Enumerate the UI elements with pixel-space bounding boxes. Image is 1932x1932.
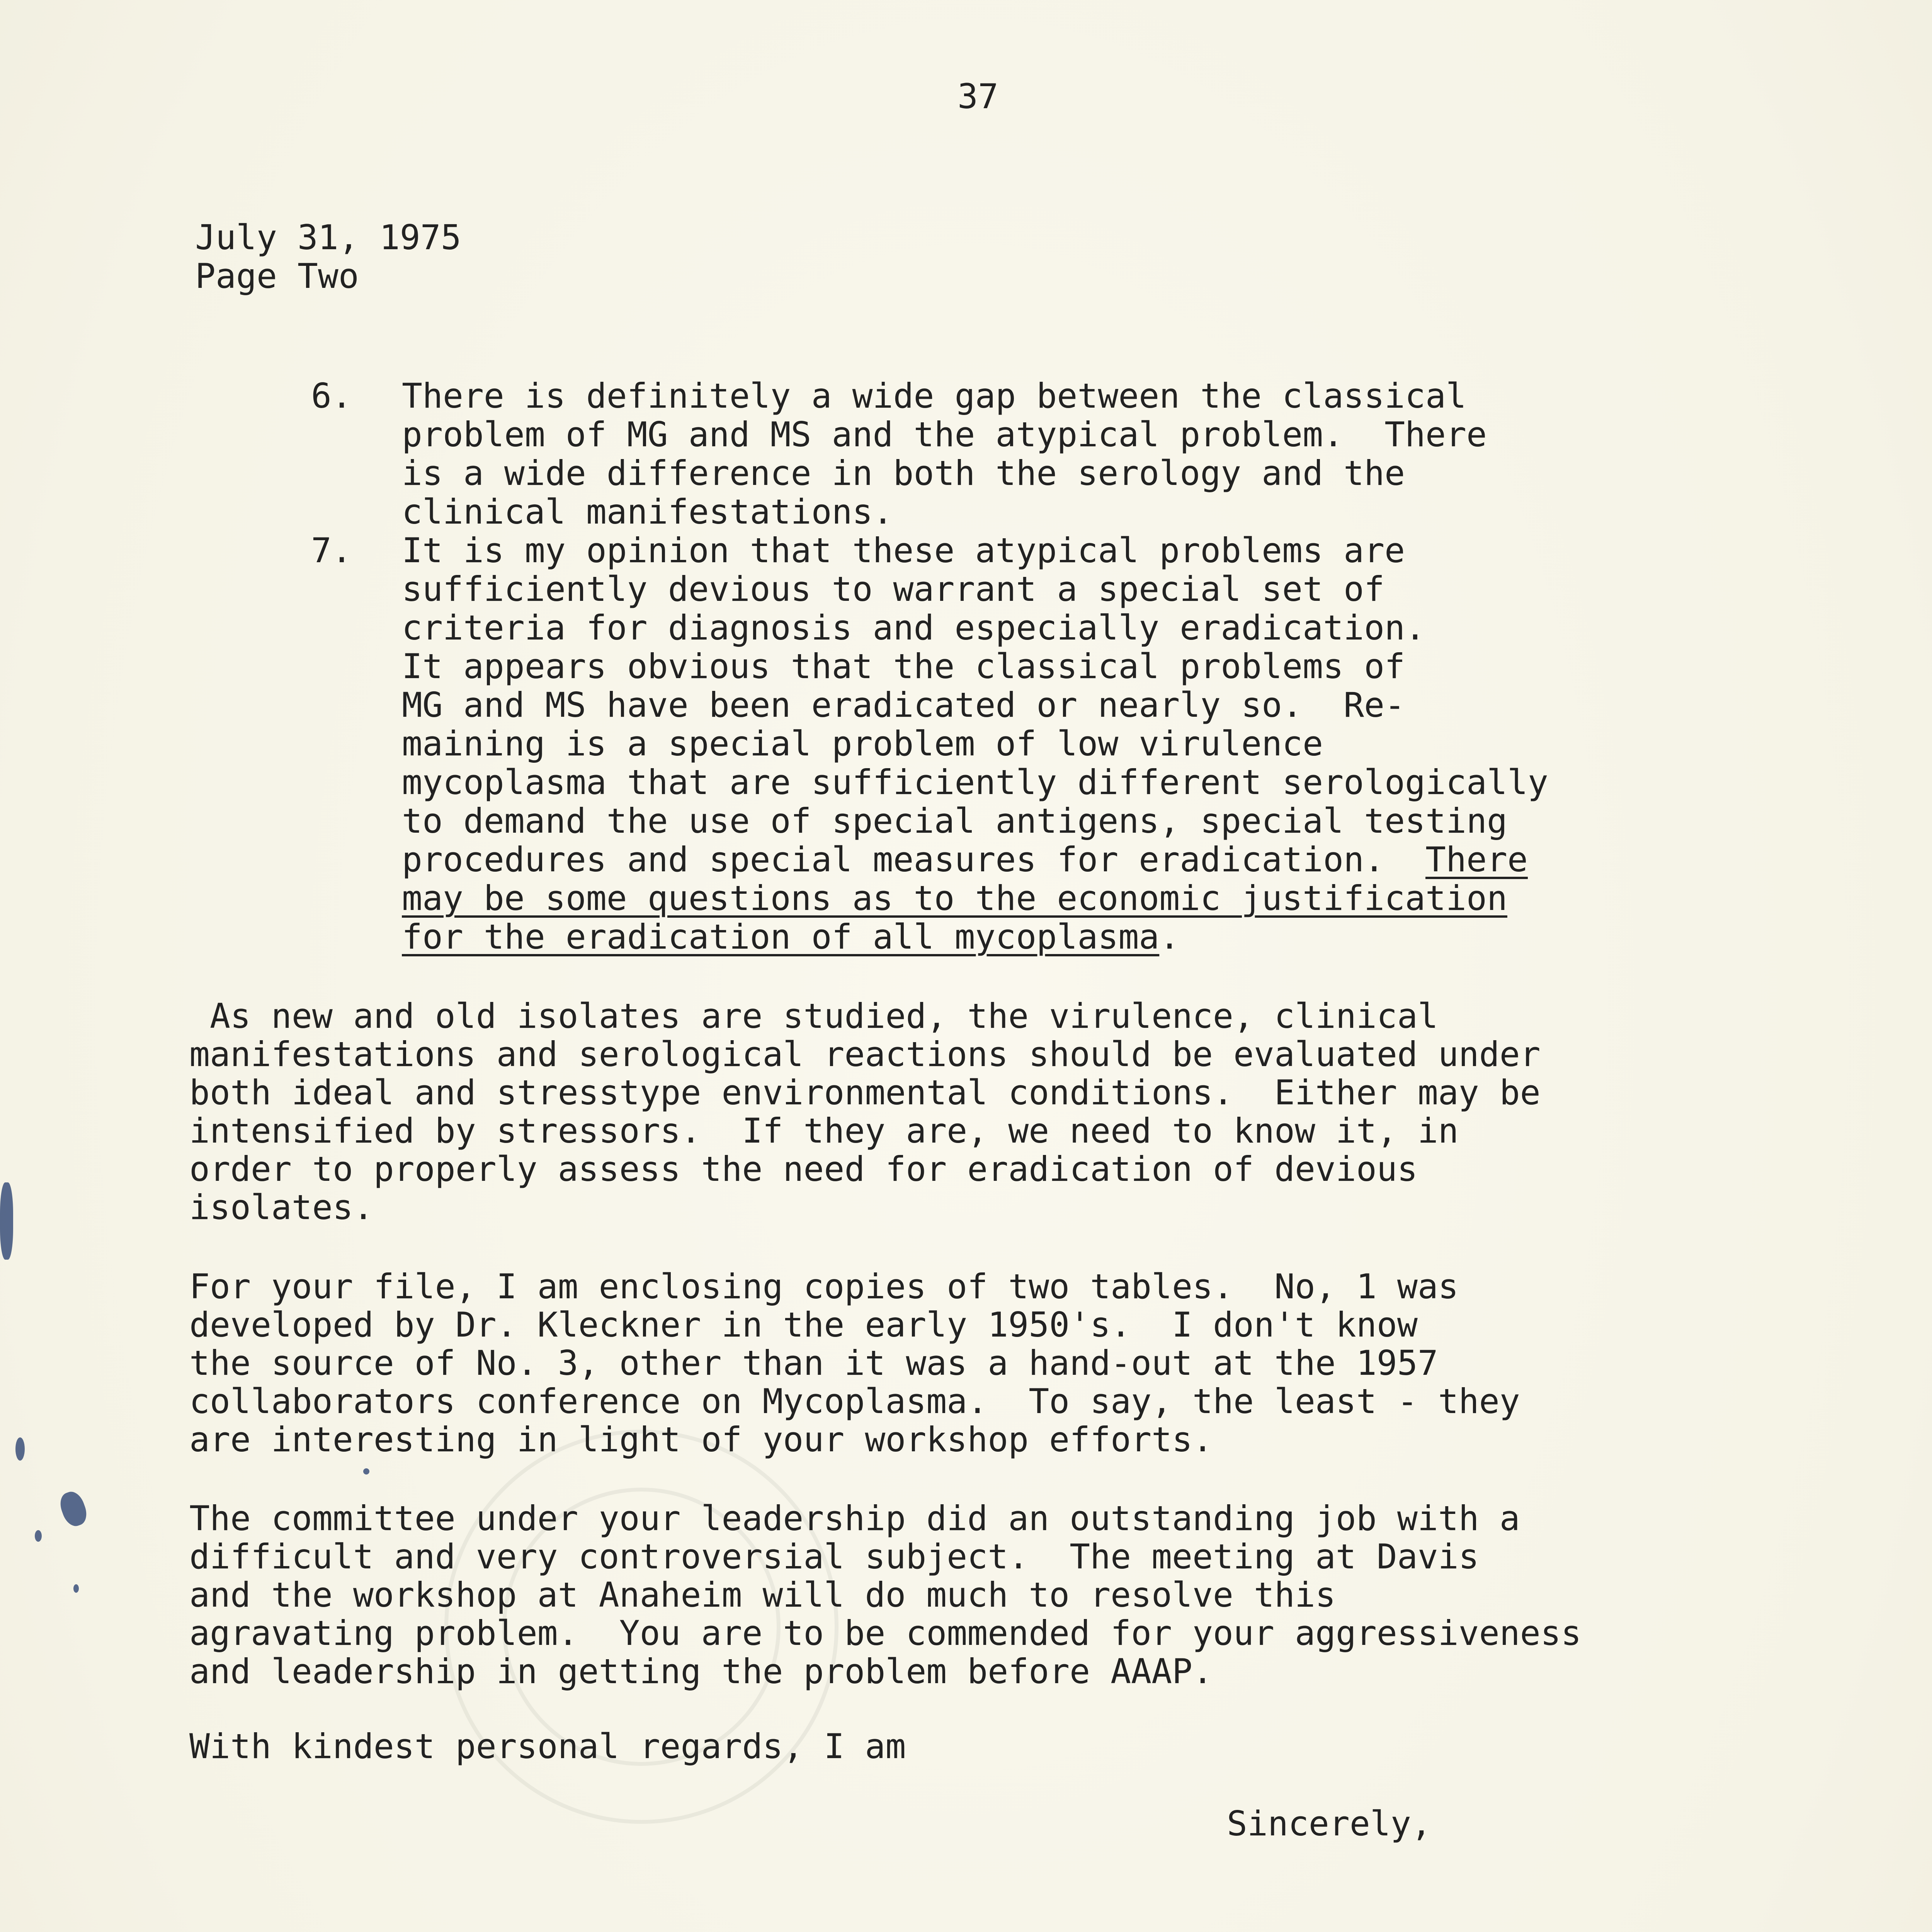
item-line: criteria for diagnosis and especially eradication.	[402, 608, 1426, 648]
item-line-final	[402, 918, 1548, 956]
item-line-with-underline-start	[402, 840, 1548, 879]
ink-blot	[35, 1530, 42, 1542]
item-line: problem of MG and MS and the atypical problem. There	[402, 415, 1487, 454]
paragraph-line: isolates.	[189, 1187, 374, 1227]
ink-blot	[15, 1437, 25, 1461]
paragraph-line: agravating problem. You are to be commended for your aggressiveness	[189, 1613, 1582, 1653]
item-number: 7.	[311, 531, 352, 570]
item-line: mycoplasma that are sufficiently different serologically	[402, 762, 1548, 802]
paragraph-line: and the workshop at Anaheim will do much to resolve this	[189, 1575, 1336, 1615]
final-punctuation: .	[1159, 917, 1180, 957]
item-line: sufficiently devious to warrant a special set of	[402, 569, 1385, 609]
item-line: It is my opinion that these atypical problems are	[402, 531, 1405, 570]
valediction: Sincerely,	[1227, 1804, 1432, 1844]
item-line: procedures and special measures for eradication.	[402, 840, 1385, 879]
item-number: 6.	[311, 376, 352, 416]
body-paragraph	[189, 1267, 1520, 1459]
paragraph-line: intensified by stressors. If they are, we need to know it, in	[189, 1111, 1459, 1151]
body-paragraph	[189, 997, 1541, 1226]
closing-line: With kindest personal regards, I am	[189, 1726, 906, 1766]
letter-date: July 31, 1975	[195, 218, 461, 257]
paragraph-line: both ideal and stresstype environmental conditions. Either may be	[189, 1073, 1541, 1112]
item-line: clinical manifestations.	[402, 492, 893, 532]
paragraph-line: The committee under your leadership did an outstanding job with a	[189, 1498, 1520, 1538]
item-line: MG and MS have been eradicated or nearly so. Re-	[402, 685, 1405, 725]
ink-blot	[0, 1182, 13, 1260]
paragraph-line: As new and old isolates are studied, the virulence, clinical	[189, 996, 1438, 1036]
paragraph-line: manifestations and serological reactions should be evaluated under	[189, 1034, 1541, 1074]
item-line: There is definitely a wide gap between the classical	[402, 376, 1466, 416]
underlined-line: for the eradication of all mycoplasma	[402, 917, 1160, 957]
paragraph-line: difficult and very controversial subject. The meeting at Davis	[189, 1537, 1479, 1577]
body-paragraph	[189, 1499, 1582, 1690]
item-line: It appears obvious that the classical problems of	[402, 646, 1405, 686]
item-text	[402, 377, 1487, 531]
page-label: Page Two	[195, 256, 359, 296]
underlined-text: There	[1425, 840, 1528, 879]
ink-blot	[56, 1488, 90, 1529]
paragraph-line: collaborators conference on Mycoplasma. To say, the least - they	[189, 1381, 1520, 1421]
paragraph-line: developed by Dr. Kleckner in the early 1950's. I don't know	[189, 1305, 1418, 1345]
underlined-line: may be some questions as to the economic justification	[402, 878, 1507, 918]
paragraph-line: For your file, I am enclosing copies of two tables. No, 1 was	[189, 1267, 1459, 1306]
ink-blot	[363, 1468, 369, 1475]
item-line: maining is a special problem of low virulence	[402, 724, 1323, 764]
item-text	[402, 531, 1548, 956]
paragraph-line: the source of No. 3, other than it was a hand-out at the 1957	[189, 1343, 1438, 1383]
paragraph-line: are interesting in light of your workshop efforts.	[189, 1420, 1213, 1459]
page-number: 37	[957, 77, 998, 116]
item-line: to demand the use of special antigens, special testing	[402, 801, 1507, 841]
item-line: is a wide difference in both the serology and the	[402, 453, 1405, 493]
paragraph-line: and leadership in getting the problem before AAAP.	[189, 1651, 1213, 1691]
paragraph-line: order to properly assess the need for eradication of devious	[189, 1149, 1418, 1189]
ink-blot	[73, 1584, 79, 1593]
